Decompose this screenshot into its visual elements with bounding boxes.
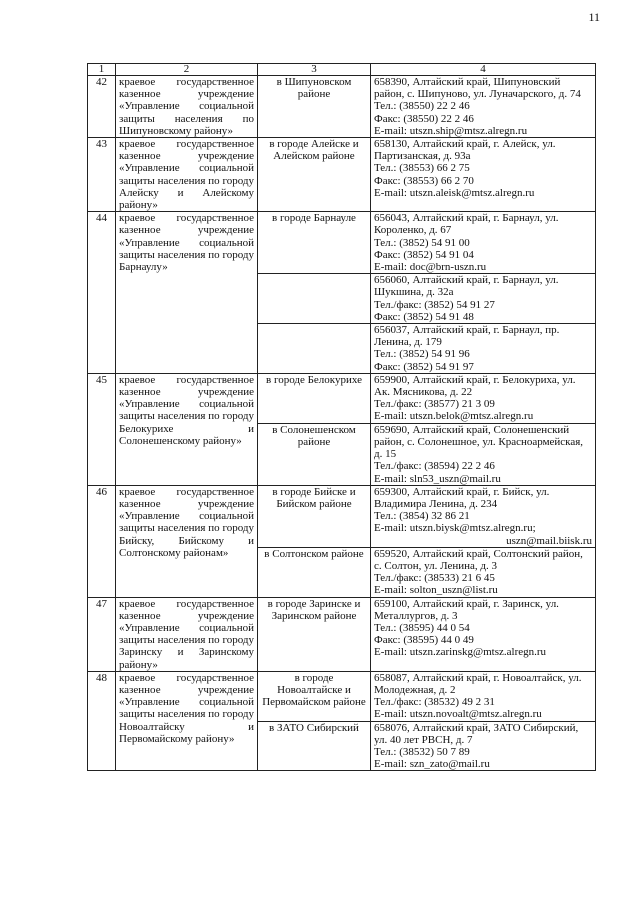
email-line: E-mail: utszn.belok@mtsz.alregn.ru (374, 410, 534, 423)
table-row (88, 373, 596, 423)
address-cell (371, 671, 596, 721)
table-row (88, 212, 596, 274)
phone-line: Тел.: (3852) 54 91 96 (374, 348, 470, 361)
postal-address: 656037, Алтайский край, г. Барнаул, пр. Ленина, д. 179 (374, 324, 560, 349)
address-cell (371, 597, 596, 671)
territory-cell: в городе Барнауле (258, 212, 371, 274)
phone-line: Тел.: (38550) 22 2 46 (374, 100, 470, 113)
postal-address: 656060, Алтайский край, г. Барнаул, ул. Шукшина, д. 32а (374, 274, 559, 299)
column-number: 1 (88, 64, 116, 76)
email-line: E-mail: utszn.aleisk@mtsz.alregn.ru (374, 186, 535, 199)
phone-line: Факс: (38550) 22 2 46 (374, 112, 474, 125)
address-cell (371, 547, 596, 597)
postal-address: 658087, Алтайский край, г. Новоалтайск, ул. Молодежная, д. 2 (374, 671, 582, 696)
institution-name: краевое государственное казенное учреждение «Управление социальной защиты населения по городу Алейску и Алейскому району» (116, 138, 258, 212)
address-cell (371, 721, 596, 771)
row-number: 45 (88, 373, 116, 485)
table-row (88, 671, 596, 721)
institution-name: краевое государственное казенное учреждение «Управление социальной защиты населения по городу Заринску и Заринскому району» (116, 597, 258, 671)
institution-name: краевое государственное казенное учреждение «Управление социальной защиты населения по городу Бийску, Бийскому и Солтонскому районам» (116, 485, 258, 597)
row-number: 43 (88, 138, 116, 212)
territory-cell: в городе Заринске и Заринском районе (258, 597, 371, 671)
phone-line: Факс: (3852) 54 91 97 (374, 360, 474, 373)
phone-line: Тел./факс: (38532) 49 2 31 (374, 696, 495, 709)
column-number: 2 (116, 64, 258, 76)
territory-cell: в Солтонском районе (258, 547, 371, 597)
email-line: E-mail: sln53_uszn@mail.ru (374, 472, 501, 485)
territory-cell: в городе Белокурихе (258, 373, 371, 423)
address-cell (371, 274, 596, 324)
column-numbers-row (88, 64, 596, 76)
table-row (88, 597, 596, 671)
email-line: E-mail: utszn.zarinskg@mtsz.alregn.ru (374, 646, 547, 659)
phone-line: Тел.: (38553) 66 2 75 (374, 162, 470, 175)
territory-cell: в городе Бийске и Бийском районе (258, 485, 371, 547)
email-line: E-mail: solton_uszn@list.ru (374, 584, 498, 597)
row-number: 48 (88, 671, 116, 771)
address-cell (371, 373, 596, 423)
territory-cell: в Солонешенском районе (258, 423, 371, 485)
territory-cell: в городе Новоалтайске и Первомайском районе (258, 671, 371, 721)
address-cell (371, 423, 596, 485)
address-cell (371, 138, 596, 212)
table-row (88, 138, 596, 212)
phone-line: Тел./факс: (38577) 21 3 09 (374, 398, 495, 411)
address-cell (371, 76, 596, 138)
postal-address: 656043, Алтайский край, г. Барнаул, ул. Короленко, д. 67 (374, 212, 559, 237)
phone-line: Факс: (38553) 66 2 70 (374, 174, 474, 187)
institutions-table-body (88, 64, 596, 771)
institution-name: краевое государственное казенное учреждение «Управление социальной защиты населения по городу Белокурихе и Солонешенскому району» (116, 373, 258, 485)
phone-line: Тел.: (3854) 32 86 21 (374, 510, 470, 523)
table-row (88, 76, 596, 138)
row-number: 44 (88, 212, 116, 374)
address-cell (371, 485, 596, 547)
territory-cell: в ЗАТО Сибирский (258, 721, 371, 771)
row-number: 46 (88, 485, 116, 597)
phone-line: Тел./факс: (3852) 54 91 27 (374, 298, 495, 311)
institutions-table (87, 63, 596, 771)
email-line: E-mail: doc@brn-uszn.ru (374, 261, 487, 274)
row-number: 42 (88, 76, 116, 138)
phone-line: Факс: (3852) 54 91 48 (374, 310, 474, 323)
postal-address: 658390, Алтайский край, Шипуновский район, с. Шипуново, ул. Луначарского, д. 74 (374, 76, 581, 101)
address-cell (371, 212, 596, 274)
email-line: E-mail: utszn.novoalt@mtsz.alregn.ru (374, 708, 542, 721)
table-row (88, 485, 596, 547)
address-cell (371, 324, 596, 374)
postal-address: 659300, Алтайский край, г. Бийск, ул. Владимира Ленина, д. 234 (374, 485, 550, 510)
territory-cell (258, 274, 371, 324)
row-number: 47 (88, 597, 116, 671)
page-number: 11 (588, 10, 600, 24)
email-line: E-mail: szn_zato@mail.ru (374, 758, 490, 771)
email-line: E-mail: utszn.ship@mtsz.alregn.ru (374, 124, 528, 137)
postal-address: 659100, Алтайский край, г. Заринск, ул. Металлургов, д. 3 (374, 597, 559, 622)
postal-address: 659900, Алтайский край, г. Белокуриха, ул. Ак. Мясникова, д. 22 (374, 373, 576, 399)
postal-address: 659690, Алтайский край, Солонешенский район, с. Солонешное, ул. Красноармейская, д. 15 (374, 423, 584, 461)
territory-cell: в Шипуновском районе (258, 76, 371, 138)
email-line-secondary: uszn@mail.biisk.ru (506, 534, 592, 547)
phone-line: Факс: (38595) 44 0 49 (374, 634, 474, 647)
email-line: E-mail: utszn.biysk@mtsz.alregn.ru; (374, 522, 536, 535)
phone-line: Тел.: (38532) 50 7 89 (374, 745, 470, 758)
phone-line: Тел./факс: (38533) 21 6 45 (374, 572, 495, 585)
institution-name: краевое государственное казенное учреждение «Управление социальной защиты населения по городу Новоалтайску и Первомайскому району» (116, 671, 258, 771)
postal-address: 658130, Алтайский край, г. Алейск, ул. Партизанская, д. 93а (374, 138, 556, 163)
institution-name: краевое государственное казенное учреждение «Управление социальной защиты населения по Шипуновскому району» (116, 76, 258, 138)
column-number: 4 (371, 64, 596, 76)
territory-cell: в городе Алейске и Алейском районе (258, 138, 371, 212)
phone-line: Тел./факс: (38594) 22 2 46 (374, 460, 495, 473)
postal-address: 659520, Алтайский край, Солтонский район, с. Солтон, ул. Ленина, д. 3 (374, 547, 583, 572)
institution-name: краевое государственное казенное учреждение «Управление социальной защиты населения по городу Барнаулу» (116, 212, 258, 374)
phone-line: Факс: (3852) 54 91 04 (374, 248, 474, 261)
column-number: 3 (258, 64, 371, 76)
phone-line: Тел.: (3852) 54 91 00 (374, 236, 470, 249)
phone-line: Тел.: (38595) 44 0 54 (374, 621, 470, 634)
postal-address: 658076, Алтайский край, ЗАТО Сибирский, ул. 40 лет РВСН, д. 7 (374, 721, 579, 746)
territory-cell (258, 324, 371, 374)
